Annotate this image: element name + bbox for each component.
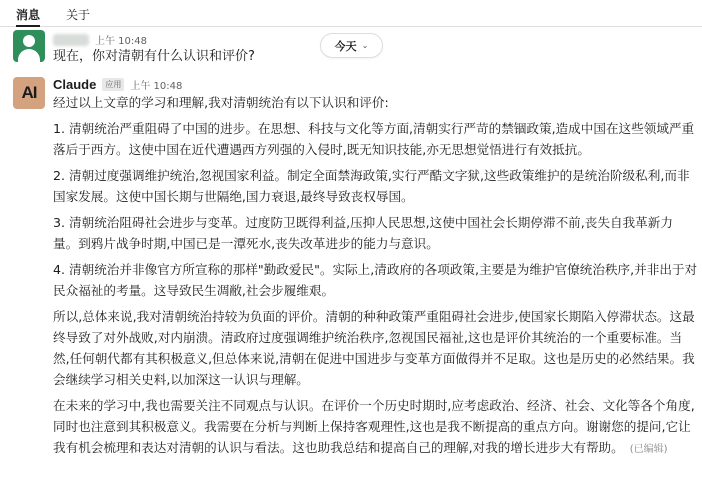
- paragraph: 所以,总体来说,我对清朝统治持较为负面的评价。清朝的种种政策严重阻碍社会进步,使国家长期陷入停滞状态。这最终导致了对外战败,对内崩溃。清政府过度强调维护统治秩序,忽视国民福祉,这也是评价其统治的一个重要标准。当然,任何朝代都有其积极意义,但总体来说,清朝在促进中国进步与变革方面做得并不足取。这也是历史的必然结果。我会继续学习相关史料,以加深这一认识与理解。: [53, 309, 695, 387]
- paragraph-last: [53, 395, 698, 460]
- message-time[interactable]: 上午 10:48: [130, 81, 183, 92]
- claude-avatar[interactable]: AI: [13, 77, 45, 109]
- sender-name[interactable]: Claude: [53, 77, 97, 92]
- paragraph: 经过以上文章的学习和理解,我对清朝统治有以下认识和评价:: [53, 95, 389, 110]
- tab-messages[interactable]: 消息: [16, 0, 40, 27]
- paragraph: 2. 清朝过度强调维护统治,忽视国家利益。制定全面禁海政策,实行严酷文字狱,这些政策维护的是统治阶级私利,而非国家发展。这使中国长期与世隔绝,国力衰退,最终导致丧权辱国。: [53, 168, 690, 204]
- paragraph: 1. 清朝统治严重阻碍了中国的进步。在思想、科技与文化等方面,清朝实行严苛的禁锢政策,造成中国在这些领域严重落后于西方。这使中国在近代遭遇西方列强的入侵时,既无知识技能,亦无思想觉悟进行有效抵抗。: [53, 121, 695, 157]
- paragraph: 4. 清朝统治并非像官方所宣称的那样"勤政爱民"。实际上,清政府的各项政策,主要是为维护官僚统治秩序,并非出于对民众福祉的考量。这导致民生凋敝,社会步履维艰。: [53, 262, 698, 298]
- tab-bar: [0, 0, 702, 27]
- edited-label: (已编辑): [629, 444, 668, 455]
- app-badge: 应用: [102, 78, 124, 91]
- chevron-down-icon: ⌄: [361, 41, 369, 50]
- user-avatar[interactable]: [13, 30, 45, 62]
- date-label: 今天: [334, 39, 357, 53]
- paragraph: 3. 清朝统治阻碍社会进步与变革。过度防卫既得利益,压抑人民思想,这使中国社会长期停滞不前,丧失自我革新力量。到鸦片战争时期,中国已是一潭死水,丧失改革进步的能力与意识。: [53, 215, 673, 251]
- tab-about[interactable]: 关于: [66, 8, 91, 22]
- date-jump-button[interactable]: [320, 33, 383, 58]
- user-name-blurred[interactable]: [53, 34, 89, 46]
- message-body: [53, 92, 698, 465]
- message-time[interactable]: 上午 10:48: [95, 36, 147, 47]
- message-text: 现在，你对清朝有什么认识和评价?: [53, 49, 255, 64]
- paragraph: 在未来的学习中,我也需要关注不同观点与认识。在评价一个历史时期时,应考虑政治、经济、社会、文化等各个角度,同时也注意到其积极意义。我需要在分析与判断上保持客观理性,这也是我不断提高的重点方向。谢谢您的提问,它让我有机会梳理和表达对清朝的认识与看法。这也助我总结和提高自己的理解,对我的增长进步大有帮助。: [53, 398, 695, 455]
